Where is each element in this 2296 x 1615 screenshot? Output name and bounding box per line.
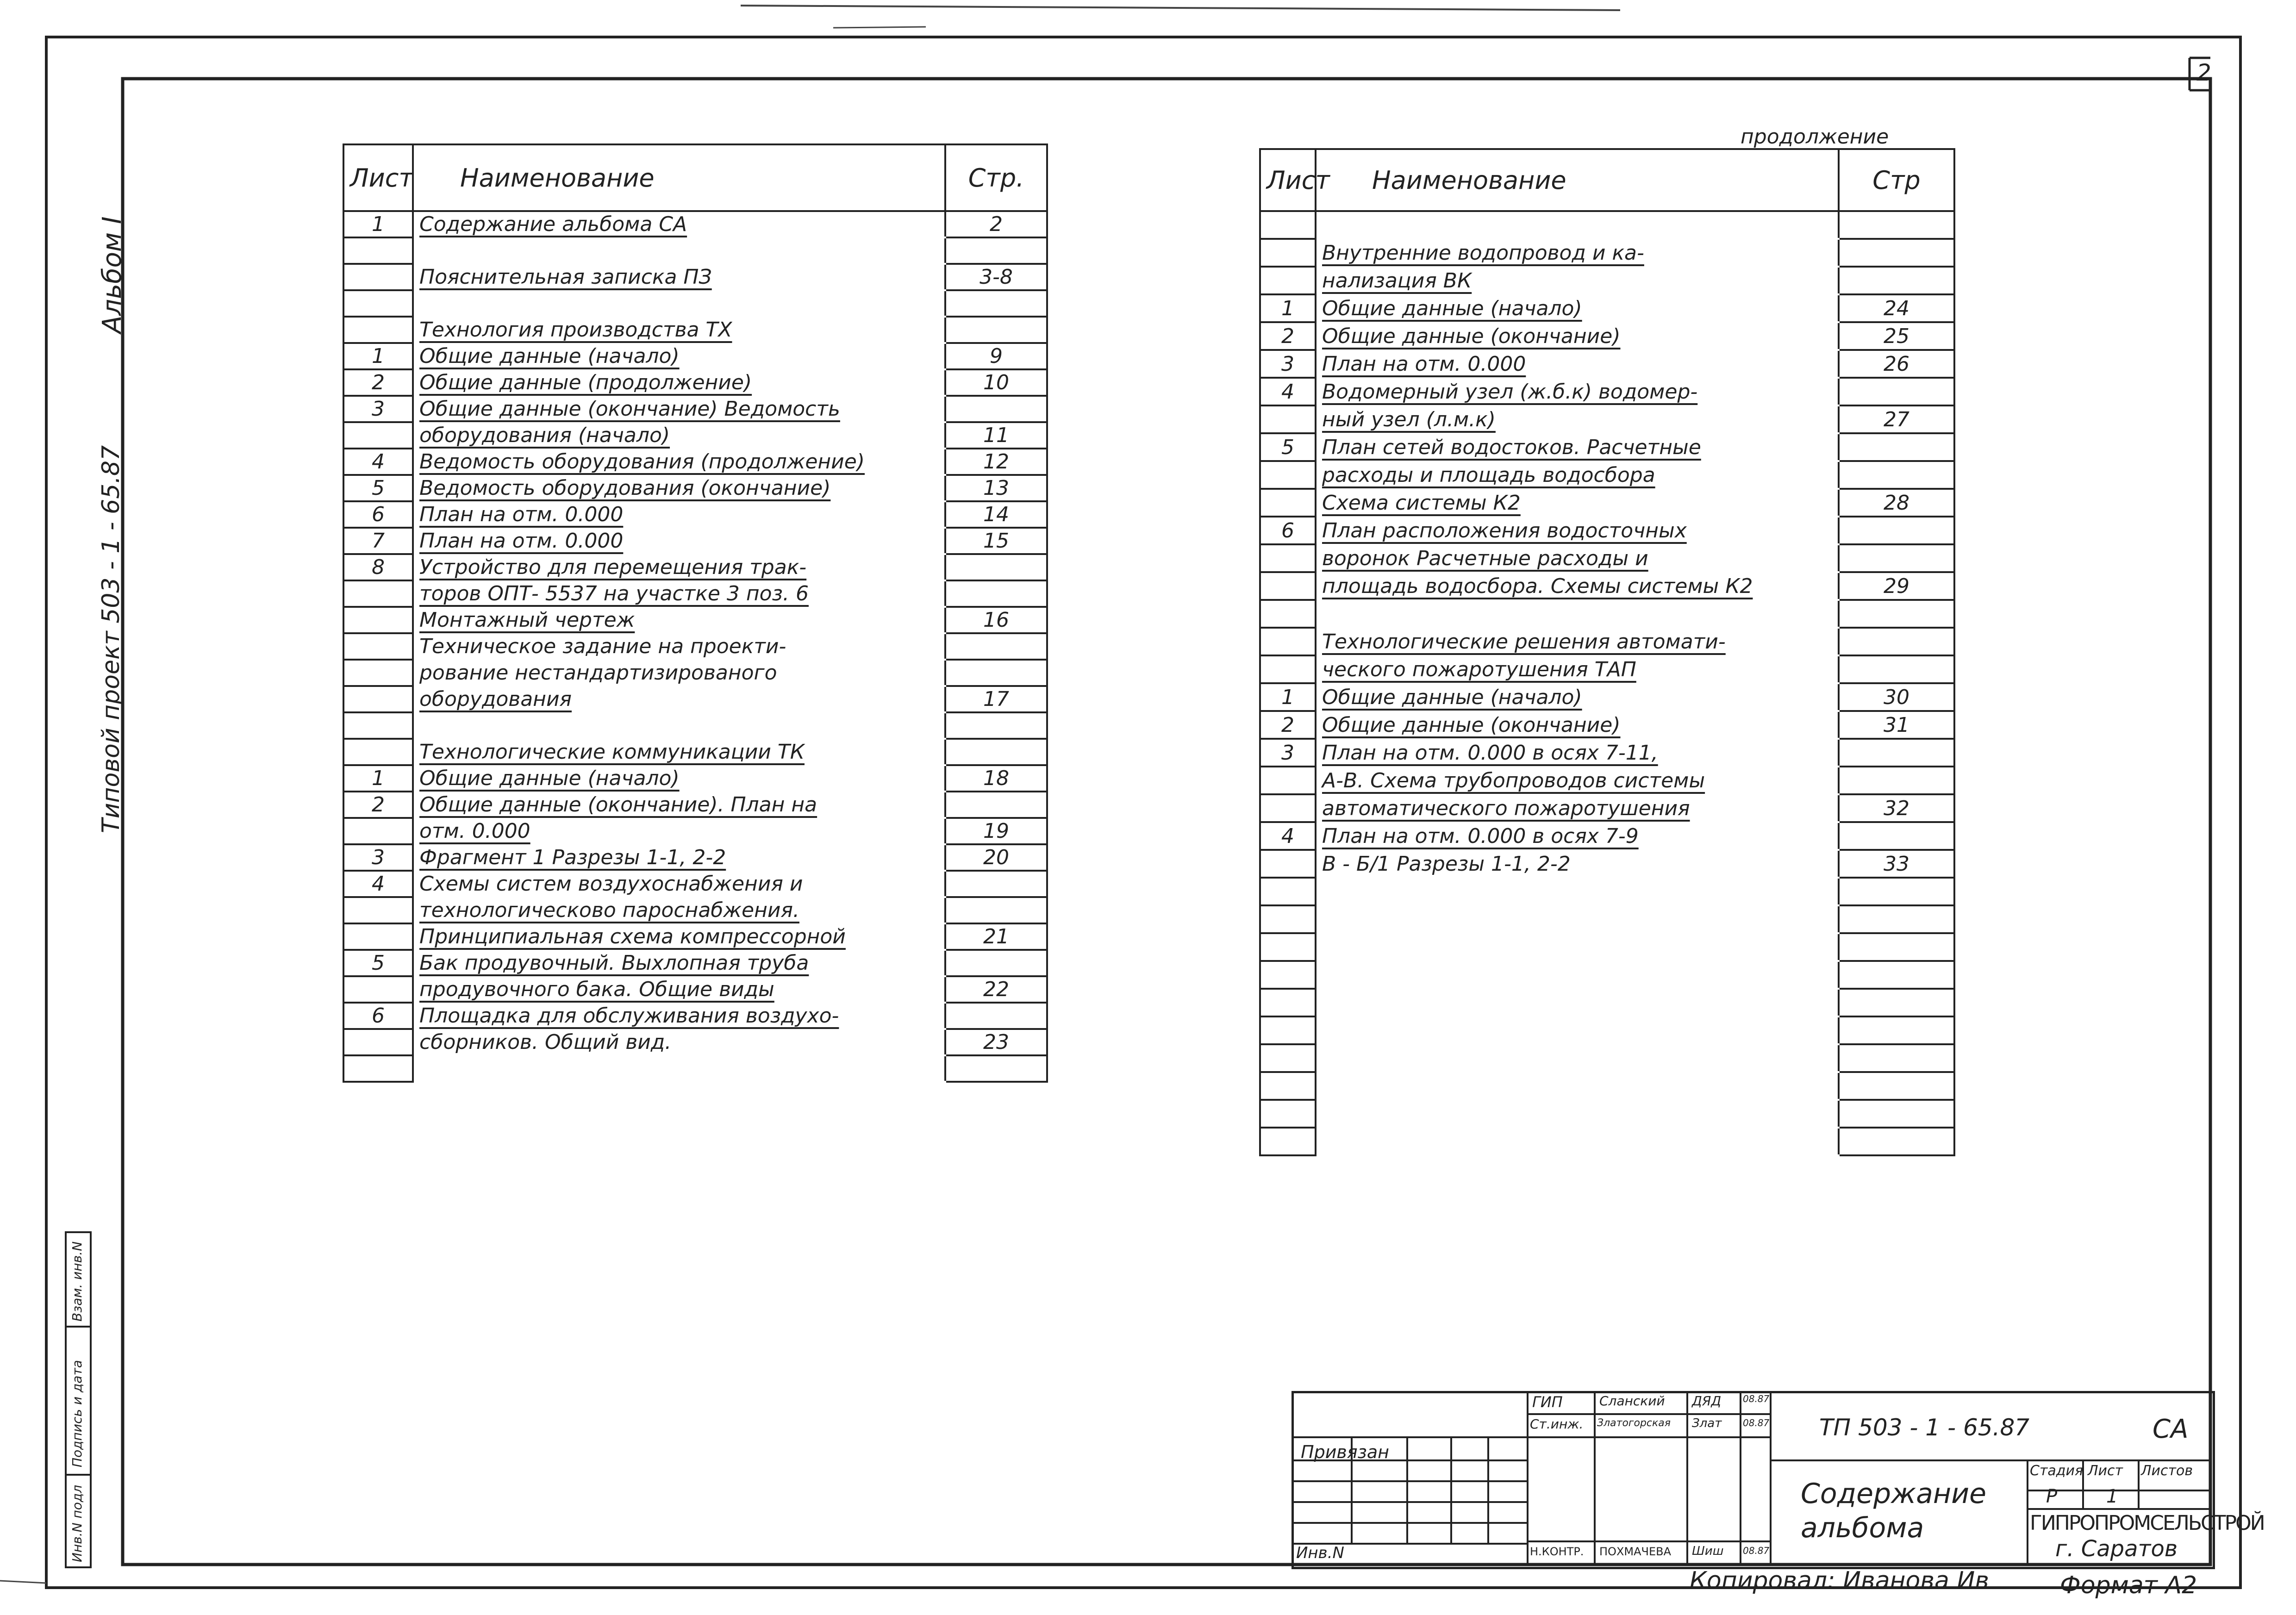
sheet-cell: 6 <box>343 1003 413 1029</box>
page-cell: 28 <box>1839 489 1954 517</box>
city: г. Саратов <box>2055 1536 2178 1562</box>
name-n-kontr: ПОХМАЧЕВА <box>1599 1545 1672 1558</box>
name-cell: План сетей водостоков. Расчетные <box>1316 433 1839 461</box>
name-cell: продувочного бака. Общие виды <box>413 976 945 1003</box>
name-cell: Внутренние водопровод и ка- <box>1316 239 1839 267</box>
organization: ГИПРОПРОМСЕЛЬСТРОЙ <box>2030 1511 2264 1535</box>
sheet-cell: 4 <box>1260 822 1316 850</box>
col-header-name: Наименование <box>1316 149 1839 211</box>
name-cell: площадь водосбора. Схемы системы К2 <box>1316 572 1839 600</box>
name-cell: План на отм. 0.000 <box>413 528 945 554</box>
page-cell: 31 <box>1839 711 1954 739</box>
stage-header: Стадия <box>2030 1463 2084 1479</box>
name-cell: Общие данные (продолжение) <box>413 369 945 396</box>
name-cell: воронок Расчетные расходы и <box>1316 544 1839 572</box>
role-st-inzh: Ст.инж. <box>1530 1416 1584 1432</box>
page-cell: 30 <box>1839 683 1954 711</box>
sheet-cell: 4 <box>1260 378 1316 405</box>
sheet-cell: 1 <box>1260 683 1316 711</box>
name-cell: Общие данные (начало) <box>1316 294 1839 322</box>
page-cell: 29 <box>1839 572 1954 600</box>
stage-value: Р <box>2046 1486 2058 1507</box>
sign-gip: ДЯД <box>1692 1393 1722 1409</box>
page-cell: 12 <box>945 449 1047 475</box>
name-cell: План на отм. 0.000 в осях 7-11, <box>1316 739 1839 767</box>
sheet-cell: 2 <box>1260 322 1316 350</box>
sheet-cell: 4 <box>343 871 413 897</box>
name-cell: План расположения водосточных <box>1316 517 1839 544</box>
name-cell: Схема системы К2 <box>1316 489 1839 517</box>
name-cell: оборудования (начало) <box>413 422 945 449</box>
project-label: Типовой проект 503 - 1 - 65.87 <box>97 445 125 833</box>
name-cell: План на отм. 0.000 <box>413 501 945 528</box>
sheet-cell: 1 <box>1260 294 1316 322</box>
sheets-header: Листов <box>2141 1463 2193 1479</box>
name-cell: Общие данные (начало) <box>413 765 945 792</box>
name-cell: А-В. Схема трубопроводов системы <box>1316 767 1839 794</box>
sheet-cell: 1 <box>343 211 413 237</box>
page-cell: 24 <box>1839 294 1954 322</box>
name-cell: сборников. Общий вид. <box>413 1029 945 1055</box>
name-cell: Принципиальная схема компрессорной <box>413 923 945 950</box>
document-code: ТП 503 - 1 - 65.87 <box>1819 1414 2030 1441</box>
name-cell: Общие данные (окончание). План на <box>413 792 945 818</box>
page-cell: 17 <box>945 686 1047 712</box>
role-gip: ГИП <box>1532 1393 1563 1411</box>
col-header-sheet: Лист <box>1260 149 1316 211</box>
name-gip: Сланский <box>1599 1393 1665 1409</box>
name-cell: Технология производства ТХ <box>413 317 945 343</box>
sheet-cell: 1 <box>343 765 413 792</box>
signature-date-label: Подпись и дата <box>69 1360 85 1467</box>
album-label: Альбом I <box>97 216 127 333</box>
page-cell: 19 <box>945 818 1047 844</box>
sheet-cell: 3 <box>343 396 413 422</box>
drawing-title: Содержание альбома <box>1801 1478 1987 1544</box>
date-gip: 08.87 <box>1743 1393 1770 1404</box>
page-cell: 16 <box>945 607 1047 633</box>
name-cell: Ведомость оборудования (окончание) <box>413 475 945 501</box>
inv-podl-label: Инв.N подл <box>69 1484 85 1562</box>
sheet-cell: 6 <box>1260 517 1316 544</box>
date-n-kontr: 08.87 <box>1743 1545 1770 1556</box>
sheet-cell: 5 <box>343 950 413 976</box>
col-header-page: Стр <box>1839 149 1954 211</box>
name-cell: Монтажный чертеж <box>413 607 945 633</box>
vzam-label: Взам. инв.N <box>69 1241 85 1322</box>
page-cell: 9 <box>945 343 1047 369</box>
page-cell: 26 <box>1839 350 1954 378</box>
name-cell: торов ОПТ- 5537 на участке 3 поз. 6 <box>413 580 945 607</box>
name-cell: ный узел (л.м.к) <box>1316 405 1839 433</box>
name-cell: нализация ВК <box>1316 267 1839 294</box>
name-cell: Площадка для обслуживания воздухо- <box>413 1003 945 1029</box>
page-cell: 33 <box>1839 850 1954 878</box>
name-cell: автоматического пожаротушения <box>1316 794 1839 822</box>
name-st-inzh: Златогорская <box>1597 1417 1671 1429</box>
role-n-kontr: Н.КОНТР. <box>1530 1545 1584 1558</box>
sheet-cell: 3 <box>1260 739 1316 767</box>
name-cell: Общие данные (начало) <box>1316 683 1839 711</box>
page-cell: 10 <box>945 369 1047 396</box>
name-cell: ческого пожаротушения ТАП <box>1316 655 1839 683</box>
sign-st-inzh: Злат <box>1692 1416 1722 1430</box>
name-cell: Фрагмент 1 Разрезы 1-1, 2-2 <box>413 844 945 871</box>
name-cell: Общие данные (окончание) <box>1316 711 1839 739</box>
page-cell: 2 <box>945 211 1047 237</box>
col-header-page: Стр. <box>945 144 1047 211</box>
name-cell: Ведомость оборудования (продолжение) <box>413 449 945 475</box>
name-cell: Общие данные (окончание) Ведомость <box>413 396 945 422</box>
page-cell: 14 <box>945 501 1047 528</box>
page-cell: 20 <box>945 844 1047 871</box>
name-cell: План на отм. 0.000 в осях 7-9 <box>1316 822 1839 850</box>
name-cell: технологическово пароснабжения. <box>413 897 945 923</box>
name-cell: В - Б/1 Разрезы 1-1, 2-2 <box>1316 850 1839 878</box>
document-mark: СА <box>2152 1414 2189 1444</box>
name-cell: отм. 0.000 <box>413 818 945 844</box>
name-cell: Общие данные (начало) <box>413 343 945 369</box>
page-cell: 11 <box>945 422 1047 449</box>
page-cell: 15 <box>945 528 1047 554</box>
sheet-cell: 3 <box>343 844 413 871</box>
name-cell: расходы и площадь водосбора <box>1316 461 1839 489</box>
sign-n-kontr: Шиш <box>1692 1544 1724 1558</box>
sheet-cell: 2 <box>343 792 413 818</box>
page-cell: 27 <box>1839 405 1954 433</box>
name-cell: Водомерный узел (ж.б.к) водомер- <box>1316 378 1839 405</box>
sheet-number: 2 <box>2196 59 2211 86</box>
paper-format: Формат А2 <box>2060 1571 2197 1599</box>
date-st-inzh: 08.87 <box>1743 1417 1770 1428</box>
sheet-value: 1 <box>2106 1486 2118 1507</box>
name-cell: Схемы систем воздухоснабжения и <box>413 871 945 897</box>
name-cell: Технологические коммуникации ТК <box>413 739 945 765</box>
sheet-cell: 8 <box>343 554 413 580</box>
name-cell: оборудования <box>413 686 945 712</box>
page-cell: 3-8 <box>945 264 1047 290</box>
sheet-cell: 1 <box>343 343 413 369</box>
name-cell: План на отм. 0.000 <box>1316 350 1839 378</box>
page-cell: 18 <box>945 765 1047 792</box>
col-header-name: Наименование <box>413 144 945 211</box>
page-cell: 13 <box>945 475 1047 501</box>
col-header-sheet: Лист <box>343 144 413 211</box>
name-cell: Бак продувочный. Выхлопная труба <box>413 950 945 976</box>
privyazan-label: Привязан <box>1301 1442 1389 1462</box>
page-cell: 21 <box>945 923 1047 950</box>
sheet-cell: 4 <box>343 449 413 475</box>
name-cell: Технологические решения автомати- <box>1316 628 1839 655</box>
sheet-cell: 5 <box>1260 433 1316 461</box>
page-cell: 23 <box>945 1029 1047 1055</box>
name-cell: Общие данные (окончание) <box>1316 322 1839 350</box>
sheet-cell: 2 <box>343 369 413 396</box>
name-cell: рование нестандартизированого <box>413 660 945 686</box>
copied-by: Копировал: Иванова Ив <box>1690 1567 1989 1595</box>
sheet-cell: 7 <box>343 528 413 554</box>
name-cell: Устройство для перемещения трак- <box>413 554 945 580</box>
page-cell: 25 <box>1839 322 1954 350</box>
sheet-cell: 6 <box>343 501 413 528</box>
name-cell: Содержание альбома СА <box>413 211 945 237</box>
sheet-cell: 5 <box>343 475 413 501</box>
sheet-header: Лист <box>2088 1463 2123 1479</box>
sheet-cell: 3 <box>1260 350 1316 378</box>
page-cell: 32 <box>1839 794 1954 822</box>
sheet-cell: 2 <box>1260 711 1316 739</box>
inv-number-label: Инв.N <box>1296 1544 1344 1562</box>
name-cell: Техническое задание на проекти- <box>413 633 945 660</box>
continuation-label: продолжение <box>1741 125 1889 149</box>
name-cell: Пояснительная записка ПЗ <box>413 264 945 290</box>
page-cell: 22 <box>945 976 1047 1003</box>
